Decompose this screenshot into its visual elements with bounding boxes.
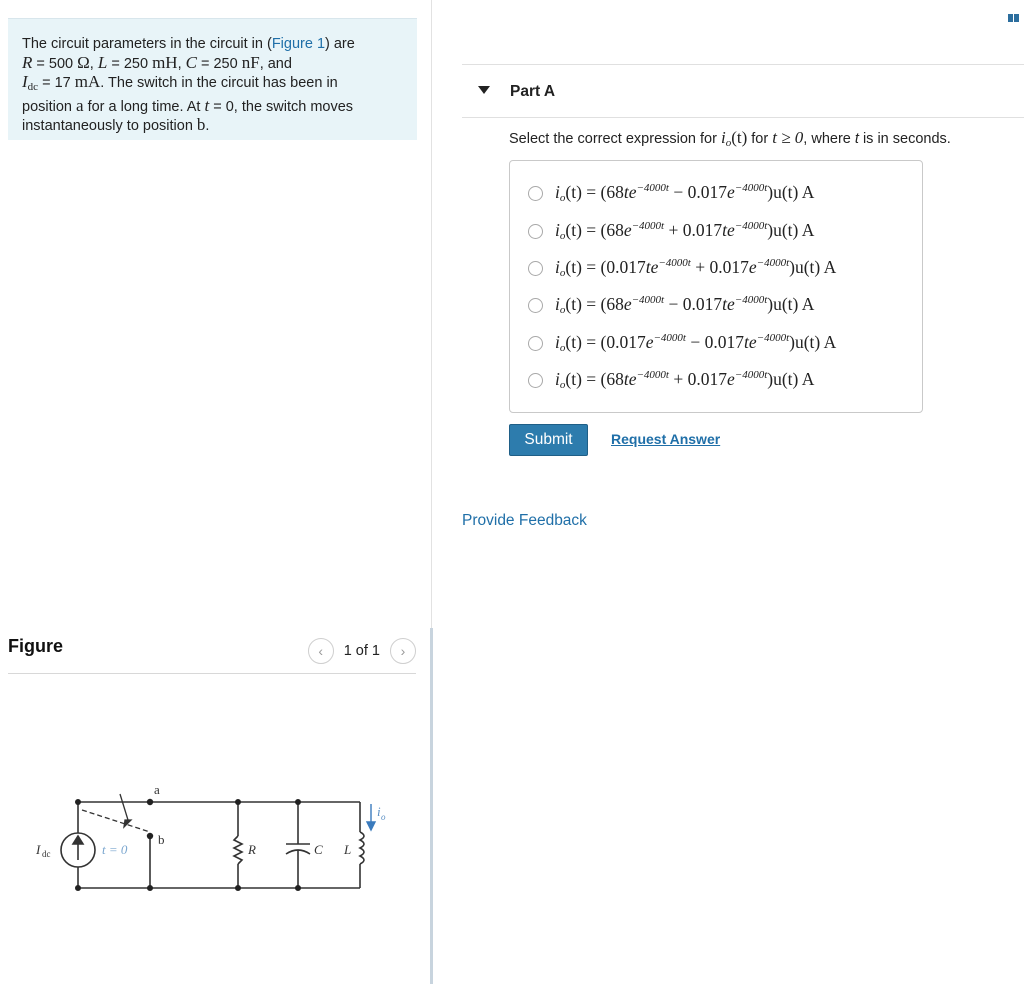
radio-button[interactable] bbox=[528, 373, 543, 388]
expr-i: i bbox=[555, 182, 560, 202]
answer-option[interactable] bbox=[528, 291, 814, 319]
problem-text: The circuit parameters in the circuit in ( bbox=[22, 36, 272, 52]
expr-op: + 0.017 bbox=[690, 257, 749, 277]
next-figure-button[interactable] bbox=[390, 638, 416, 664]
chevron-right-icon: › bbox=[400, 643, 406, 659]
expr-t1: t bbox=[623, 182, 629, 202]
problem-text: . The switch in the circuit has been in bbox=[100, 75, 338, 91]
expr-exp1: −4000t bbox=[631, 220, 665, 232]
expr-coef1: (68 bbox=[600, 369, 624, 389]
expr-prefix: (t) = bbox=[565, 332, 601, 352]
option-expression bbox=[555, 220, 814, 242]
resistor bbox=[234, 836, 242, 864]
figure-link[interactable]: Figure 1 bbox=[271, 36, 326, 52]
switch-time-label: t = 0 bbox=[102, 842, 128, 857]
expr-e1: e bbox=[623, 294, 632, 314]
expr-coef1: (0.017 bbox=[600, 257, 646, 277]
question-part: , where bbox=[803, 131, 855, 147]
expr-i: i bbox=[555, 369, 560, 389]
inductance-symbol: L bbox=[97, 52, 108, 72]
figure-pager bbox=[308, 638, 416, 664]
expr-t1: t bbox=[623, 369, 629, 389]
expr-i: i bbox=[555, 220, 560, 240]
capacitance-unit: nF bbox=[241, 52, 260, 72]
expr-tail: )u(t) A bbox=[789, 257, 837, 277]
switch-arm bbox=[82, 810, 150, 832]
prev-figure-button[interactable] bbox=[308, 638, 334, 664]
question-condition: t ≥ 0 bbox=[772, 128, 804, 147]
expr-e2: e bbox=[726, 220, 735, 240]
problem-text: . bbox=[205, 118, 210, 134]
option-expression bbox=[555, 257, 836, 279]
resistance-value: = 500 bbox=[32, 55, 78, 72]
expr-e2: e bbox=[748, 257, 757, 277]
expr-prefix: (t) = bbox=[565, 182, 601, 202]
part-a-header[interactable] bbox=[462, 64, 1024, 118]
problem-text: position bbox=[22, 98, 77, 115]
request-answer-link[interactable]: Request Answer bbox=[611, 431, 721, 447]
figure-title: Figure bbox=[8, 636, 64, 656]
expr-prefix: (t) = bbox=[565, 220, 601, 240]
capacitor-label: C bbox=[314, 842, 323, 857]
current-label-sub: o bbox=[381, 812, 386, 822]
expr-exp1: −4000t bbox=[658, 257, 691, 269]
expr-t2: t bbox=[722, 220, 727, 240]
expr-e2: e bbox=[726, 182, 735, 202]
expr-tail: )u(t) A bbox=[767, 369, 815, 389]
current-symbol: I bbox=[22, 72, 28, 91]
inductance-value: = 250 bbox=[107, 55, 153, 72]
question-part: Select the correct expression for bbox=[509, 131, 721, 147]
panel-scrollbar[interactable] bbox=[430, 628, 433, 984]
problem-statement: The circuit parameters in the circuit in (Figure 1) are R = 500 Ω, L = 250 mH, C = 250 nF, and $I_{dc} = 17$ mA. The switch in the circuit has been in position a for a long time. At t = 0, the switch moves instantaneously to position b. bbox=[8, 18, 417, 140]
inductance-unit: mH bbox=[152, 52, 178, 72]
circuit-diagram bbox=[20, 770, 400, 900]
expr-exp1: −4000t bbox=[653, 332, 686, 344]
question-text bbox=[509, 128, 951, 149]
problem-text: , and bbox=[259, 55, 292, 72]
submit-button[interactable]: Submit bbox=[509, 424, 588, 456]
question-part: is in seconds. bbox=[858, 131, 951, 147]
left-panel bbox=[0, 0, 432, 984]
radio-button[interactable] bbox=[528, 336, 543, 351]
resistor-label: R bbox=[248, 842, 256, 857]
radio-button[interactable] bbox=[528, 186, 543, 201]
book-icon[interactable] bbox=[1008, 14, 1020, 22]
question-part: for bbox=[747, 131, 773, 147]
expr-exp2: −4000t bbox=[734, 369, 768, 381]
expr-isub: o bbox=[559, 230, 566, 242]
expr-e1: e bbox=[645, 332, 654, 352]
expr-op: + 0.017 bbox=[668, 369, 727, 389]
capacitance-symbol: C bbox=[185, 52, 197, 72]
question-t2: t bbox=[854, 131, 859, 147]
inductor-label: L bbox=[344, 842, 352, 857]
expr-e2: e bbox=[726, 294, 735, 314]
expr-exp2: −4000t bbox=[756, 257, 790, 269]
radio-button[interactable] bbox=[528, 261, 543, 276]
expr-prefix: (t) = bbox=[565, 257, 601, 277]
answer-option[interactable] bbox=[528, 329, 836, 357]
node-b-label: b bbox=[158, 832, 165, 847]
expr-isub: o bbox=[559, 342, 566, 354]
expr-t2: t bbox=[722, 294, 727, 314]
figure-header bbox=[8, 634, 416, 674]
source-label-sub: dc bbox=[42, 849, 51, 859]
expr-tail: )u(t) A bbox=[767, 182, 815, 202]
expr-i: i bbox=[555, 257, 560, 277]
expr-e1: e bbox=[628, 182, 637, 202]
expr-exp2: −4000t bbox=[734, 220, 768, 232]
option-expression bbox=[555, 369, 814, 391]
resistance-symbol: R bbox=[22, 52, 33, 72]
expr-op: − 0.017 bbox=[664, 294, 723, 314]
expr-tail: )u(t) A bbox=[767, 294, 815, 314]
expr-exp2: −4000t bbox=[734, 182, 768, 194]
chevron-left-icon: ‹ bbox=[318, 643, 324, 659]
radio-button[interactable] bbox=[528, 224, 543, 239]
node-a-label: a bbox=[154, 782, 160, 797]
expr-i: i bbox=[555, 294, 560, 314]
expr-op: + 0.017 bbox=[664, 220, 723, 240]
expr-exp2: −4000t bbox=[734, 294, 768, 306]
answer-option[interactable] bbox=[528, 217, 814, 245]
expr-e2: e bbox=[726, 369, 735, 389]
expr-prefix: (t) = bbox=[565, 294, 601, 314]
answer-option[interactable] bbox=[528, 254, 836, 282]
problem-text: instantaneously to position bbox=[22, 118, 197, 134]
capacitance-value: = 250 bbox=[196, 55, 242, 72]
option-expression bbox=[555, 182, 814, 204]
problem-text: for a long time. At bbox=[83, 98, 205, 115]
answer-option[interactable] bbox=[528, 179, 814, 207]
expr-t2: t bbox=[743, 332, 749, 352]
expr-op: − 0.017 bbox=[685, 332, 744, 352]
expr-isub: o bbox=[559, 192, 566, 204]
position-b: b bbox=[196, 115, 206, 134]
expr-e1: e bbox=[628, 369, 637, 389]
expr-exp2: −4000t bbox=[756, 332, 790, 344]
expr-coef1: (68 bbox=[600, 182, 624, 202]
expr-e1: e bbox=[650, 257, 659, 277]
expr-e2: e bbox=[748, 332, 757, 352]
pager-count: 1 of 1 bbox=[343, 643, 380, 659]
expr-coef1: (68 bbox=[600, 220, 624, 240]
current-value: = 17 bbox=[38, 75, 75, 91]
expr-isub: o bbox=[559, 304, 566, 316]
expr-exp1: −4000t bbox=[631, 294, 665, 306]
radio-button[interactable] bbox=[528, 298, 543, 313]
source-label: I bbox=[36, 842, 41, 857]
expr-isub: o bbox=[559, 379, 566, 391]
expr-t1: t bbox=[645, 257, 651, 277]
expr-e1: e bbox=[623, 220, 632, 240]
expr-coef1: (0.017 bbox=[600, 332, 646, 352]
problem-text: ) are bbox=[325, 36, 355, 52]
answer-options bbox=[509, 160, 923, 413]
question-t: (t) bbox=[731, 128, 748, 147]
expr-op: − 0.017 bbox=[668, 182, 727, 202]
expr-exp1: −4000t bbox=[636, 369, 669, 381]
panel-divider bbox=[431, 0, 432, 628]
position-a: a bbox=[76, 95, 84, 115]
caret-down-icon[interactable] bbox=[478, 86, 490, 94]
current-subscript: dc bbox=[27, 81, 39, 93]
expr-isub: o bbox=[559, 267, 566, 279]
current-unit: mA bbox=[74, 72, 101, 91]
provide-feedback-link[interactable]: Provide Feedback bbox=[462, 512, 587, 529]
question-isub: o bbox=[725, 137, 732, 149]
problem-text: = 0, the switch moves bbox=[209, 98, 354, 115]
inductor bbox=[360, 832, 364, 864]
expr-prefix: (t) = bbox=[565, 369, 601, 389]
option-expression bbox=[555, 332, 836, 354]
expr-coef1: (68 bbox=[600, 294, 624, 314]
expr-i: i bbox=[555, 332, 560, 352]
answer-option[interactable] bbox=[528, 366, 814, 394]
option-expression bbox=[555, 294, 814, 316]
time-symbol: t bbox=[204, 95, 210, 115]
expr-tail: )u(t) A bbox=[767, 220, 815, 240]
question-i: i bbox=[720, 128, 726, 147]
part-title: Part A bbox=[510, 83, 556, 100]
expr-tail: )u(t) A bbox=[789, 332, 837, 352]
current-label: i bbox=[377, 804, 381, 819]
resistance-unit: Ω bbox=[77, 52, 90, 72]
expr-exp1: −4000t bbox=[636, 182, 669, 194]
